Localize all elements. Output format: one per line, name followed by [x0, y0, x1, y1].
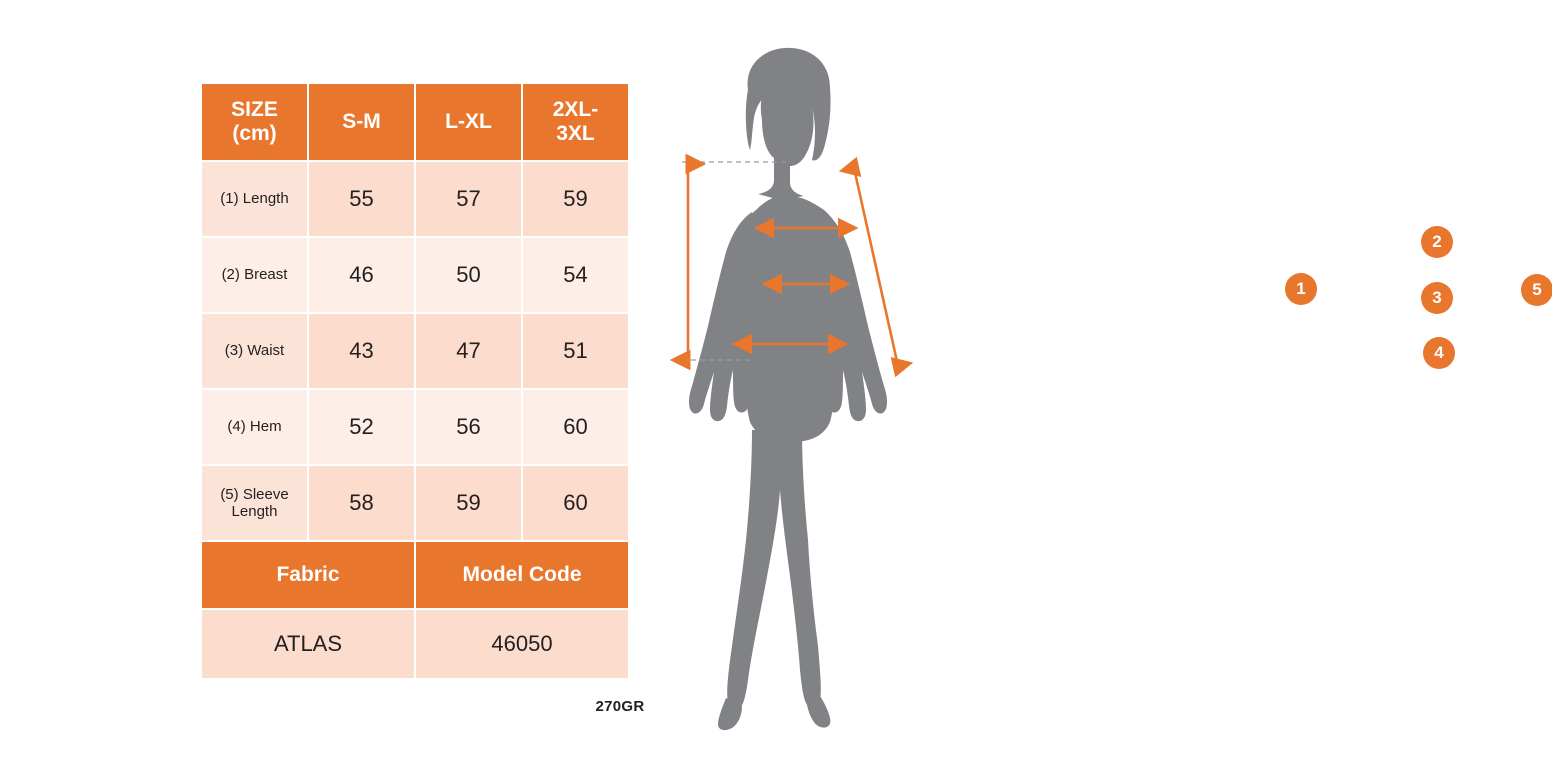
- row-label-sleeve-line2: Length: [231, 503, 278, 520]
- cell-model-code-value: 46050: [415, 609, 629, 679]
- badge-hem: 4: [1424, 338, 1454, 368]
- row-label-hem: (4) Hem: [201, 389, 308, 465]
- header-size: [201, 83, 308, 161]
- badge-length: 1: [1286, 274, 1316, 304]
- row-label-waist: (3) Waist: [201, 313, 308, 389]
- badge-sleeve-length: 5: [1522, 275, 1552, 305]
- cell-waist-sm: 43: [308, 313, 415, 389]
- badge-breast: 2: [1422, 227, 1452, 257]
- cell-fabric-value: ATLAS: [201, 609, 415, 679]
- cell-breast-2xl3xl: 54: [522, 237, 629, 313]
- cell-waist-2xl3xl: 51: [522, 313, 629, 389]
- header-fabric: Fabric: [201, 541, 415, 609]
- cell-sleeve-lxl: 59: [415, 465, 522, 541]
- header-lxl: L-XL: [415, 83, 522, 161]
- header-sm: S-M: [308, 83, 415, 161]
- row-label-breast: (2) Breast: [201, 237, 308, 313]
- cell-length-sm: 55: [308, 161, 415, 237]
- size-table: [200, 82, 630, 680]
- table-footer-header-row: [201, 541, 629, 609]
- row-label-sleeve-length: [201, 465, 308, 541]
- cell-breast-lxl: 50: [415, 237, 522, 313]
- mannequin-diagram: [640, 30, 1010, 730]
- header-size-line1: SIZE: [231, 98, 278, 122]
- cell-hem-2xl3xl: 60: [522, 389, 629, 465]
- cell-sleeve-sm: 58: [308, 465, 415, 541]
- cell-waist-lxl: 47: [415, 313, 522, 389]
- header-2xl-3xl: [522, 83, 629, 161]
- fabric-weight-note: 270GR: [595, 698, 645, 715]
- cell-length-lxl: 57: [415, 161, 522, 237]
- figure-panel: [640, 30, 1542, 730]
- table-row: [201, 389, 629, 465]
- table-footer-value-row: [201, 609, 629, 679]
- cell-sleeve-2xl3xl: 60: [522, 465, 629, 541]
- cell-hem-lxl: 56: [415, 389, 522, 465]
- body-silhouette: [689, 48, 887, 730]
- table-row: [201, 237, 629, 313]
- header-2xl-line2: 3XL: [556, 122, 595, 145]
- cell-breast-sm: 46: [308, 237, 415, 313]
- row-label-length: (1) Length: [201, 161, 308, 237]
- row-label-sleeve-line1: (5) Sleeve: [220, 485, 289, 503]
- table-header-row: [201, 83, 629, 161]
- table-row: [201, 161, 629, 237]
- cell-length-2xl3xl: 59: [522, 161, 629, 237]
- table-row: [201, 465, 629, 541]
- header-model-code: Model Code: [415, 541, 629, 609]
- table-row: [201, 313, 629, 389]
- cell-hem-sm: 52: [308, 389, 415, 465]
- header-2xl-line1: 2XL-: [552, 98, 599, 122]
- badge-waist: 3: [1422, 283, 1452, 313]
- header-size-line2: (cm): [232, 122, 277, 145]
